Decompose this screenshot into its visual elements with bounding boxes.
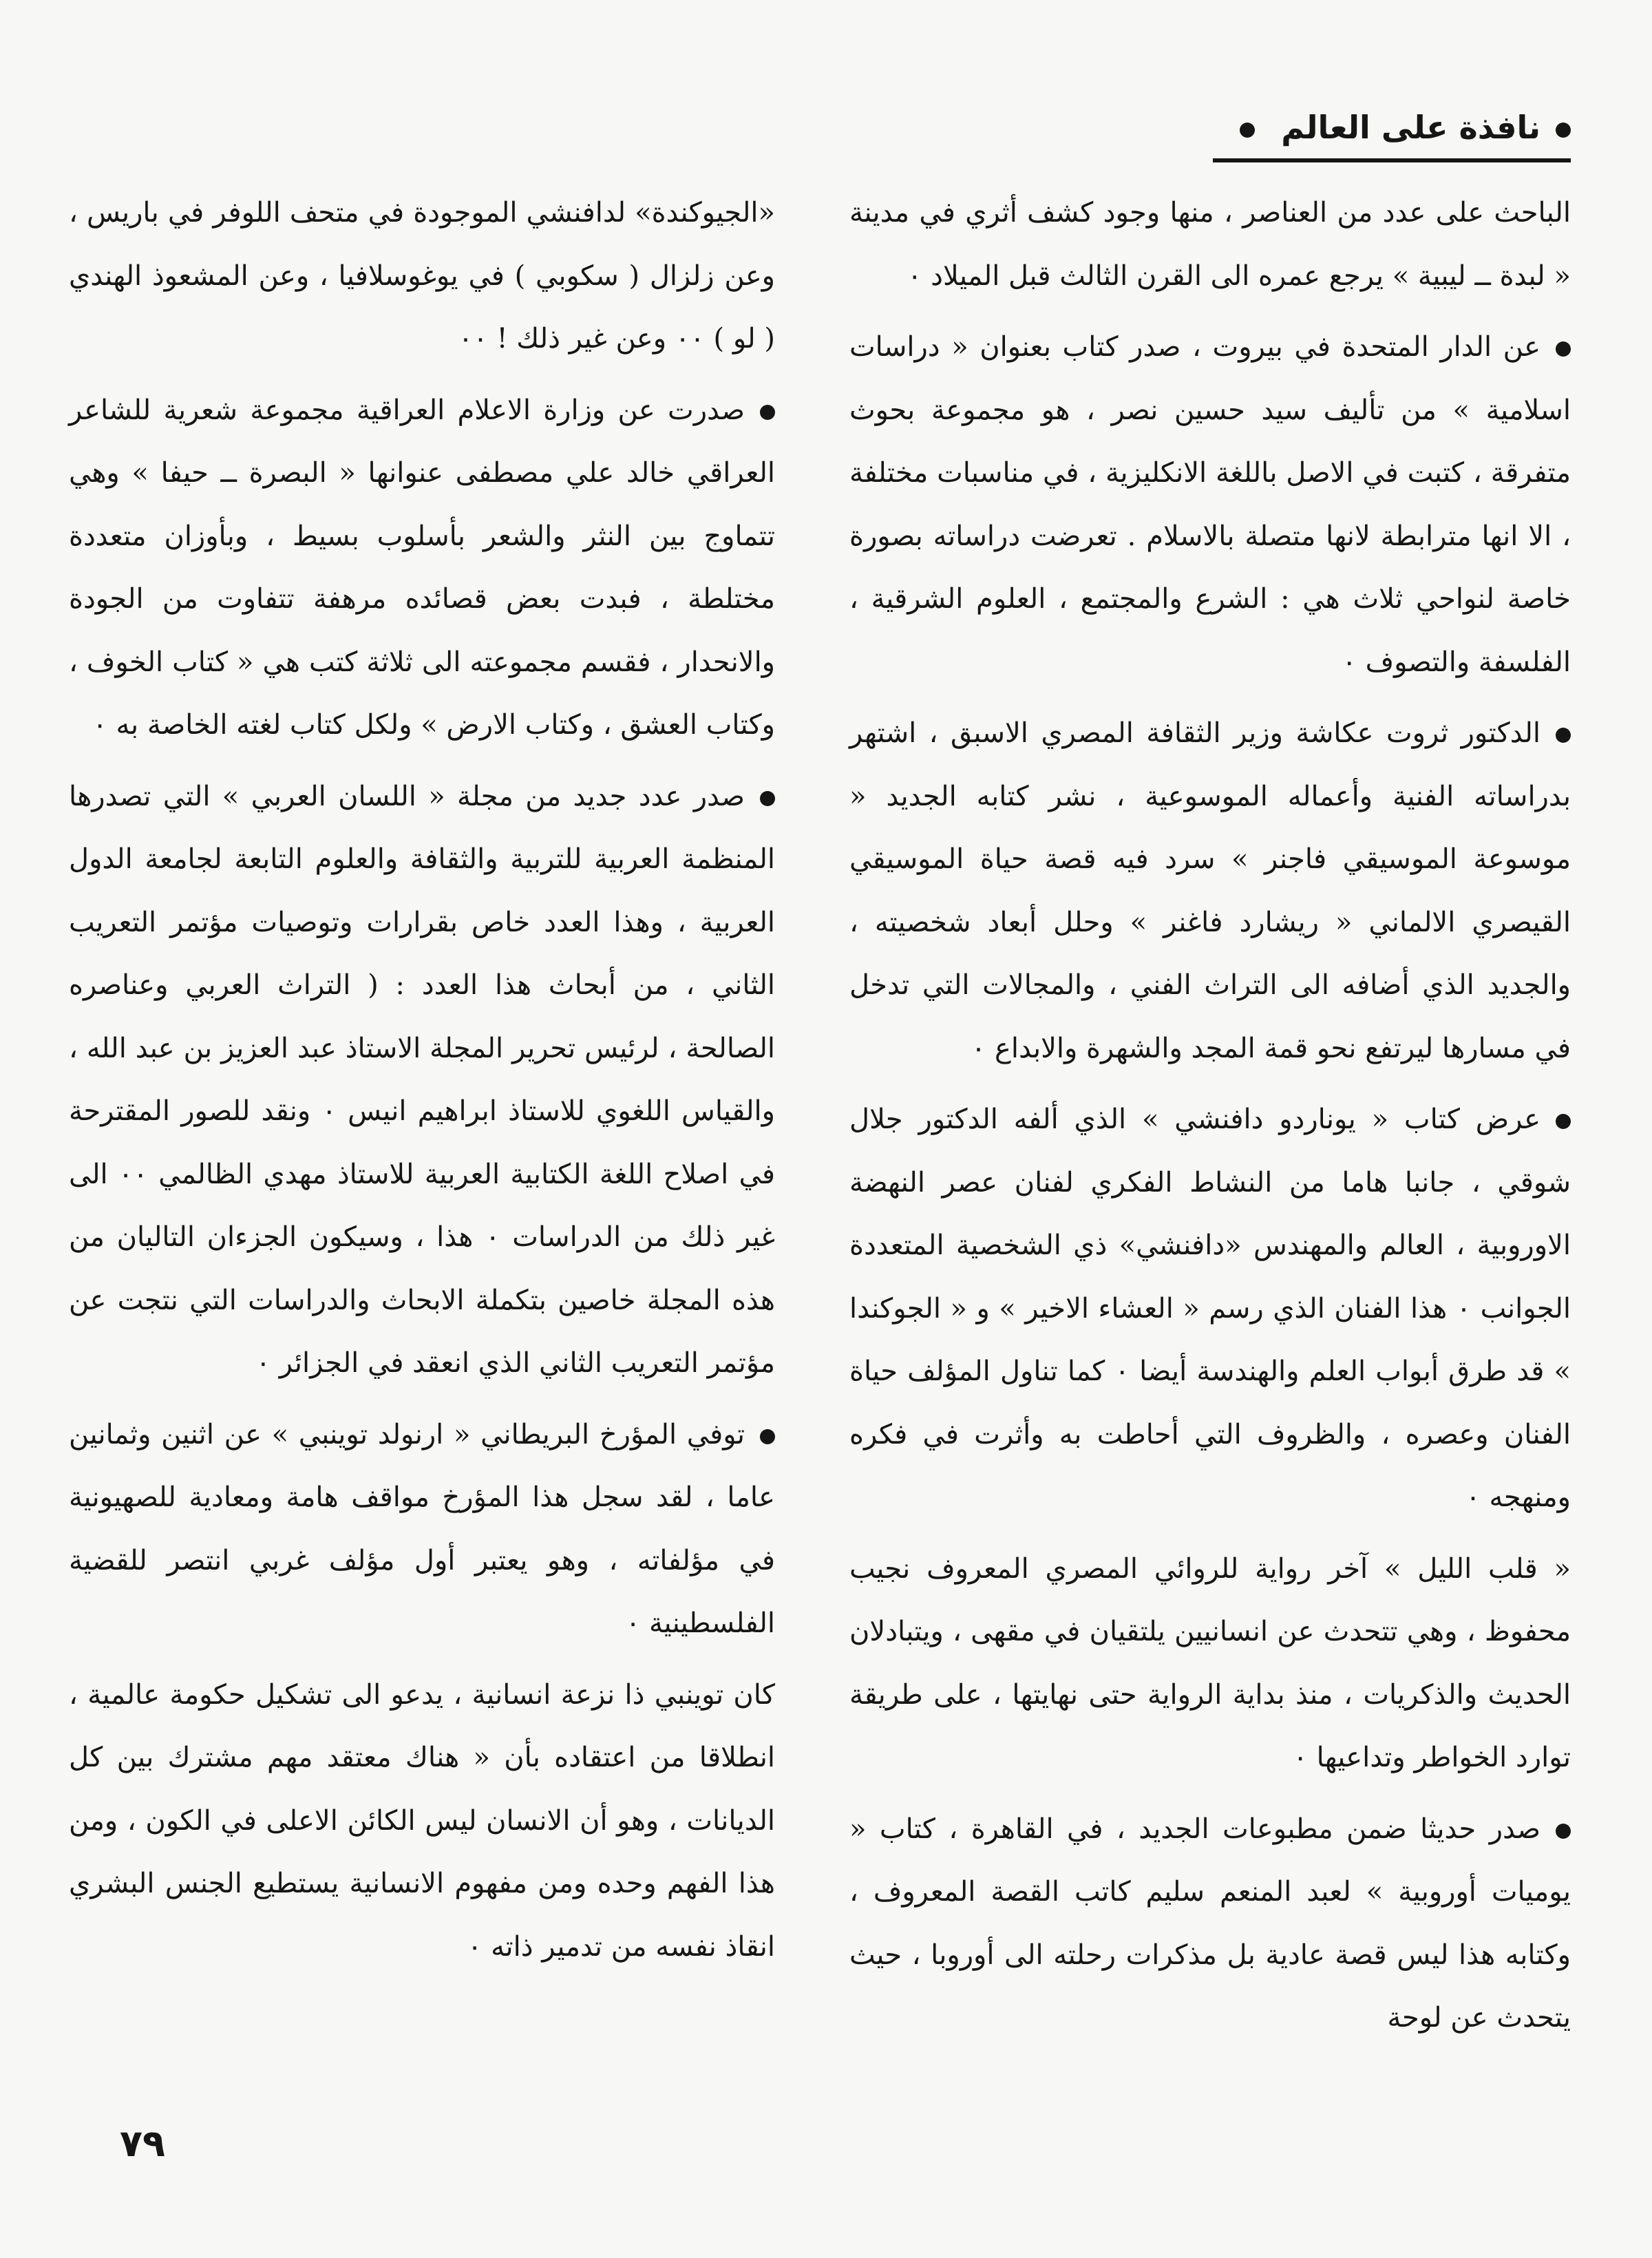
bullet-icon [760,405,775,420]
news-item [69,182,775,371]
bullet-icon [760,791,775,806]
section-header [1213,103,1571,162]
news-item [69,379,775,757]
news-text: الدكتور ثروت عكاشة وزير الثقافة المصري الاسبق ، اشتهر بدراساته الفنية وأعماله الموسوعية ، نشر كتابه الجديد « موسوعة الموسيقي فاجنر » سرد فيه قصة حياة الموسيقي القيصري الالماني « ريشارد فاغنر » وحلل أبعاد شخصيته ، والجديد الذي أضافه الى التراث الفني ، والمجالات التي تدخل في مسارها ليرتفع نحو قمة المجد والشهرة والابداع ٠ [849,717,1571,1064]
bullet-icon [760,1429,775,1444]
bullet-icon [1556,123,1571,138]
news-item [849,1798,1571,2050]
news-item [69,1404,775,1656]
left-column [69,182,775,1987]
bullet-icon [1556,728,1571,743]
news-text: «الجيوكندة» لدافنشي الموجودة في متحف اللوفر في باريس ، وعن زلزال ( سكوبي ) في يوغوسلافيا ، وعن المشعوذ الهندي ( لو ) ٠٠ وعن غير ذلك ! ٠٠ [69,197,775,355]
bullet-icon [1556,1824,1571,1839]
news-item [849,1088,1571,1530]
bullet-icon [1556,1114,1571,1129]
news-text: صدرت عن وزارة الاعلام العراقية مجموعة شعرية للشاعر العراقي خالد علي مصطفى عنوانها « البصرة ــ حيفا » وهي تتماوج بين النثر والشعر بأسلوب بسيط ، وبأوزان متعددة مختلطة ، فبدت بعض قصائده مرهفة تتفاوت من الجودة والانحدار ، فقسم مجموعته الى ثلاثة كتب هي « كتاب الخوف ، وكتاب العشق ، وكتاب الارض » ولكل كتاب لغته الخاصة به ٠ [69,394,775,741]
news-item [69,766,775,1395]
bullet-icon [1240,123,1255,138]
news-text: « قلب الليل » آخر رواية للروائي المصري المعروف نجيب محفوظ ، وهي تتحدث عن انسانيين يلتقيان في مقهى ، ويتبادلان الحديث والذكريات ، منذ بداية الرواية حتى نهايتها ، على طريقة توارد الخواطر وتداعيها ٠ [849,1552,1571,1773]
news-text: كان توينبي ذا نزعة انسانية ، يدعو الى تشكيل حكومة عالمية ، انطلاقا من اعتقاده بأن « هناك معتقد مهم مشترك بين كل الديانات ، وهو أن الانسان ليس الكائن الاعلى في الكون ، ومن هذا الفهم وحده ومن مفهوم الانسانية يستطيع الجنس البشري انقاذ نفسه من تدمير ذاته ٠ [69,1678,775,1963]
news-item [849,1538,1571,1790]
section-title: نافذة على العالم [1281,109,1540,146]
news-text: عن الدار المتحدة في بيروت ، صدر كتاب بعنوان « دراسات اسلامية » من تأليف سيد حسين نصر ، هو مجموعة بحوث متفرقة ، كتبت في الاصل باللغة الانكليزية ، في مناسبات مختلفة ، الا انها مترابطة لانها متصلة بالاسلام . تعرضت دراساته بصورة خاصة لنواحي ثلاث هي : الشرع والمجتمع ، العلوم الشرقية ، الفلسفة والتصوف ٠ [849,331,1571,678]
news-text: صدر حديثا ضمن مطبوعات الجديد ، في القاهرة ، كتاب « يوميات أوروبية » لعبد المنعم سليم كاتب القصة المعروف ، وكتابه هذا ليس قصة عادية بل مذكرات رحلته الى أوروبا ، حيث يتحدث عن لوحة [849,1813,1571,2034]
news-text: توفي المؤرخ البريطاني « ارنولد توينبي » عن اثنين وثمانين عاما ، لقد سجل هذا المؤرخ مواقف هامة ومعادية للصهيونية في مؤلفاته ، وهو يعتبر أول مؤلف غربي انتصر للقضية الفلسطينية ٠ [69,1418,775,1639]
news-text: صدر عدد جديد من مجلة « اللسان العربي » التي تصدرها المنظمة العربية للتربية والثقافة والعلوم التابعة لجامعة الدول العربية ، وهذا العدد خاص بقرارات وتوصيات مؤتمر التعريب الثاني ، من أبحاث هذا العدد : ( التراث العربي وعناصره الصالحة ، لرئيس تحرير المجلة الاستاذ عبد العزيز بن عبد الله ، والقياس اللغوي للاستاذ ابراهيم انيس ٠ ونقد للصور المقترحة في اصلاح اللغة الكتابية العربية للاستاذ مهدي الظالمي ٠٠ الى غير ذلك من الدراسات ٠ هذا ، وسيكون الجزءان التاليان من هذه المجلة خاصين بتكملة الابحاث والدراسات التي نتجت عن مؤتمر التعريب الثاني الذي انعقد في الجزائر ٠ [69,780,775,1379]
bullet-icon [1556,341,1571,357]
news-item [69,1664,775,1979]
news-item [849,702,1571,1080]
news-text: عرض كتاب « يوناردو دافنشي » الذي ألفه الدكتور جلال شوقي ، جانبا هاما من النشاط الفكري لفنان عصر النهضة الاوروبية ، العالم والمهندس «دافنشي» ذي الشخصية المتعددة الجوانب ٠ هذا الفنان الذي رسم « العشاء الاخير » و « الجوكندا » قد طرق أبواب العلم والهندسة أيضا ٠ كما تناول المؤلف حياة الفنان وعصره ، والظروف التي أحاطت به وأثرت في فكره ومنهجه ٠ [849,1104,1571,1513]
news-text: الباحث على عدد من العناصر ، منها وجود كشف أثري في مدينة « لبدة ــ ليبية » يرجع عمره الى القرن الثالث قبل الميلاد ٠ [849,197,1571,292]
right-column [849,182,1571,2058]
page-number: ٧٩ [120,2122,165,2165]
news-item [849,316,1571,694]
news-item [849,182,1571,308]
